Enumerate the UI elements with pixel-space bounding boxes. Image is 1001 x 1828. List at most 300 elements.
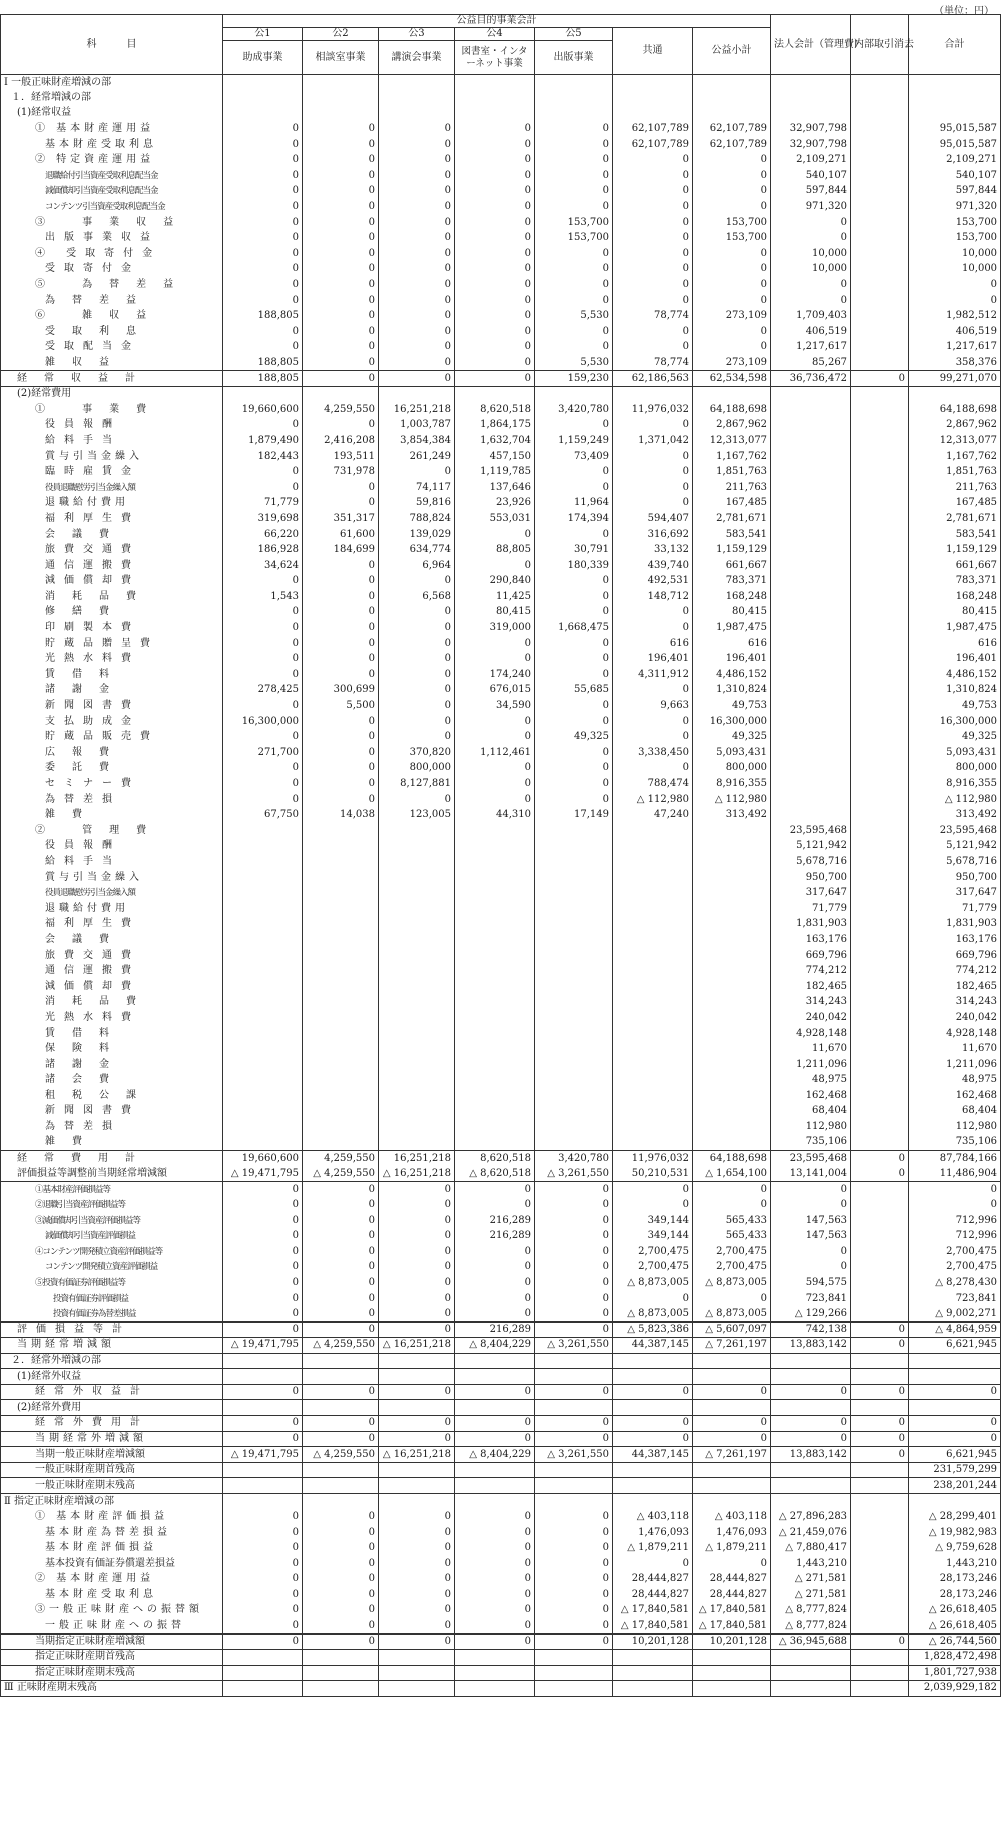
- value-cell: [851, 1400, 909, 1416]
- row-label: 受取利息: [1, 324, 223, 340]
- value-cell: △ 36,945,688: [771, 1634, 851, 1650]
- value-cell: 0: [379, 1587, 455, 1603]
- value-cell: 16,251,218: [379, 402, 455, 418]
- value-cell: [303, 1369, 379, 1385]
- table-row: [1, 1525, 1001, 1541]
- value-cell: 44,387,145: [613, 1447, 693, 1463]
- value-cell: 0: [379, 1291, 455, 1307]
- value-cell: 95,015,587: [909, 121, 1001, 137]
- value-cell: 0: [535, 1618, 613, 1634]
- value-cell: 0: [535, 714, 613, 730]
- value-cell: [771, 574, 851, 590]
- value-cell: [535, 75, 613, 91]
- value-cell: 0: [535, 1306, 613, 1322]
- value-cell: △ 1,879,211: [613, 1540, 693, 1556]
- net-assets-statement-table: [0, 14, 1001, 1697]
- value-cell: 8,127,881: [379, 776, 455, 792]
- value-cell: [223, 1026, 303, 1042]
- value-cell: [535, 839, 613, 855]
- value-cell: 5,121,942: [909, 839, 1001, 855]
- value-cell: 0: [455, 1431, 535, 1447]
- value-cell: 553,031: [455, 511, 535, 527]
- value-cell: [771, 527, 851, 543]
- row-label: (1)経常収益: [1, 106, 223, 122]
- value-cell: △ 16,251,218: [379, 1447, 455, 1463]
- value-cell: [693, 885, 771, 901]
- value-cell: 10,201,128: [693, 1634, 771, 1650]
- value-cell: 0: [535, 1291, 613, 1307]
- value-cell: [303, 885, 379, 901]
- value-cell: 139,029: [379, 527, 455, 543]
- row-label: 臨時雇賃金: [1, 464, 223, 480]
- value-cell: 0: [613, 277, 693, 293]
- value-cell: 62,186,563: [613, 371, 693, 387]
- value-cell: △ 3,261,550: [535, 1166, 613, 1182]
- value-cell: 0: [535, 1197, 613, 1213]
- value-cell: [851, 589, 909, 605]
- value-cell: 216,289: [455, 1322, 535, 1338]
- value-cell: 0: [223, 1384, 303, 1400]
- row-label: 減価償却引当資産評価損益: [1, 1228, 223, 1244]
- value-cell: 1,879,490: [223, 433, 303, 449]
- value-cell: 4,311,912: [613, 667, 693, 683]
- table-row: [1, 1275, 1001, 1291]
- value-cell: [535, 1494, 613, 1510]
- value-cell: △ 16,251,218: [379, 1338, 455, 1354]
- value-cell: 19,660,600: [223, 1150, 303, 1166]
- value-cell: 0: [379, 636, 455, 652]
- row-label: 租税公課: [1, 1088, 223, 1104]
- value-cell: 0: [303, 1540, 379, 1556]
- value-cell: [303, 1119, 379, 1135]
- value-cell: 0: [379, 1525, 455, 1541]
- value-cell: [223, 870, 303, 886]
- value-cell: [771, 761, 851, 777]
- value-cell: [851, 90, 909, 106]
- table-row: [1, 386, 1001, 402]
- value-cell: 950,700: [771, 870, 851, 886]
- value-cell: [771, 402, 851, 418]
- table-row: [1, 168, 1001, 184]
- value-cell: 597,844: [909, 184, 1001, 200]
- value-cell: [455, 1041, 535, 1057]
- value-cell: [379, 870, 455, 886]
- value-cell: 0: [379, 792, 455, 808]
- value-cell: 351,317: [303, 511, 379, 527]
- value-cell: 0: [535, 698, 613, 714]
- value-cell: 0: [379, 340, 455, 356]
- row-label: 投資有価証券評価損益: [1, 1291, 223, 1307]
- value-cell: 971,320: [909, 199, 1001, 215]
- value-cell: 62,534,598: [693, 371, 771, 387]
- value-cell: △ 9,002,271: [909, 1306, 1001, 1322]
- row-label: 退職給付費用: [1, 901, 223, 917]
- value-cell: [771, 1353, 851, 1369]
- row-label: 役員報酬: [1, 839, 223, 855]
- value-cell: 0: [535, 776, 613, 792]
- value-cell: 0: [303, 168, 379, 184]
- value-cell: 28,444,827: [693, 1572, 771, 1588]
- value-cell: [223, 1073, 303, 1089]
- table-row: [1, 1665, 1001, 1681]
- value-cell: [455, 1104, 535, 1120]
- value-cell: 8,620,518: [455, 402, 535, 418]
- value-cell: 0: [303, 308, 379, 324]
- row-label: 為替差損: [1, 792, 223, 808]
- value-cell: [771, 464, 851, 480]
- value-cell: 0: [909, 277, 1001, 293]
- value-cell: [379, 1073, 455, 1089]
- table-row: [1, 1494, 1001, 1510]
- value-cell: △ 17,840,581: [693, 1618, 771, 1634]
- value-cell: [851, 1509, 909, 1525]
- value-cell: 59,816: [379, 496, 455, 512]
- row-label: 修繕費: [1, 605, 223, 621]
- sub-header-2: 公2: [303, 28, 379, 41]
- value-cell: 0: [303, 371, 379, 387]
- value-cell: 731,978: [303, 464, 379, 480]
- value-cell: [693, 979, 771, 995]
- value-cell: △ 17,840,581: [613, 1618, 693, 1634]
- value-cell: [851, 1478, 909, 1494]
- value-cell: 0: [223, 1634, 303, 1650]
- row-label: (2)経常外費用: [1, 1400, 223, 1416]
- value-cell: [223, 885, 303, 901]
- value-cell: 0: [303, 1228, 379, 1244]
- value-cell: [771, 1681, 851, 1697]
- table-row: [1, 324, 1001, 340]
- value-cell: 2,700,475: [613, 1260, 693, 1276]
- value-cell: 4,928,148: [771, 1026, 851, 1042]
- value-cell: [455, 106, 535, 122]
- value-cell: [851, 1213, 909, 1229]
- value-cell: [379, 979, 455, 995]
- value-cell: [223, 1400, 303, 1416]
- value-cell: [909, 106, 1001, 122]
- value-cell: 99,271,070: [909, 371, 1001, 387]
- value-cell: [693, 823, 771, 839]
- table-row: [1, 199, 1001, 215]
- value-cell: [223, 948, 303, 964]
- value-cell: 0: [535, 745, 613, 761]
- value-cell: △ 8,278,430: [909, 1275, 1001, 1291]
- value-cell: 0: [693, 199, 771, 215]
- value-cell: [851, 776, 909, 792]
- value-cell: 0: [223, 137, 303, 153]
- row-label: 旅費交通費: [1, 542, 223, 558]
- row-label: ① 基本財産運用益: [1, 121, 223, 137]
- value-cell: [303, 854, 379, 870]
- value-cell: 71,779: [771, 901, 851, 917]
- value-cell: 0: [379, 605, 455, 621]
- value-cell: 0: [455, 121, 535, 137]
- table-row: [1, 542, 1001, 558]
- value-cell: 1,159,129: [909, 542, 1001, 558]
- value-cell: 0: [613, 199, 693, 215]
- value-cell: [613, 1369, 693, 1385]
- value-cell: [771, 1494, 851, 1510]
- value-cell: 0: [455, 792, 535, 808]
- value-cell: 583,541: [693, 527, 771, 543]
- value-cell: [771, 1400, 851, 1416]
- value-cell: 774,212: [909, 963, 1001, 979]
- value-cell: 0: [535, 199, 613, 215]
- value-cell: 723,841: [909, 1291, 1001, 1307]
- value-cell: 184,699: [303, 542, 379, 558]
- value-cell: [693, 106, 771, 122]
- value-cell: 0: [693, 152, 771, 168]
- value-cell: [771, 698, 851, 714]
- value-cell: [851, 1572, 909, 1588]
- value-cell: [851, 1306, 909, 1322]
- value-cell: △ 4,259,550: [303, 1338, 379, 1354]
- value-cell: 0: [613, 324, 693, 340]
- value-cell: [613, 901, 693, 917]
- value-cell: 78,774: [613, 355, 693, 371]
- value-cell: △ 8,873,005: [613, 1275, 693, 1291]
- row-label: 貯蔵品販売費: [1, 729, 223, 745]
- value-cell: 0: [535, 1384, 613, 1400]
- value-cell: [223, 1119, 303, 1135]
- table-row: [1, 246, 1001, 262]
- value-cell: 319,000: [455, 620, 535, 636]
- value-cell: 0: [303, 1260, 379, 1276]
- value-cell: 0: [535, 792, 613, 808]
- value-cell: [379, 995, 455, 1011]
- table-row: [1, 823, 1001, 839]
- value-cell: 540,107: [909, 168, 1001, 184]
- row-label: 貯蔵品贈呈費: [1, 636, 223, 652]
- value-cell: [851, 729, 909, 745]
- value-cell: [379, 839, 455, 855]
- value-cell: 0: [379, 168, 455, 184]
- table-row: [1, 1603, 1001, 1619]
- value-cell: 66,220: [223, 527, 303, 543]
- value-cell: 10,000: [909, 246, 1001, 262]
- value-cell: 0: [223, 464, 303, 480]
- table-row: [1, 854, 1001, 870]
- value-cell: △ 3,261,550: [535, 1338, 613, 1354]
- value-cell: 0: [303, 480, 379, 496]
- value-cell: 0: [379, 137, 455, 153]
- row-label: ① 基本財産評価損益: [1, 1509, 223, 1525]
- value-cell: 78,774: [613, 308, 693, 324]
- value-cell: [455, 1026, 535, 1042]
- row-label: 光熱水料費: [1, 1010, 223, 1026]
- value-cell: [223, 823, 303, 839]
- value-cell: 1,310,824: [693, 683, 771, 699]
- value-cell: 231,579,299: [909, 1462, 1001, 1478]
- value-cell: [303, 917, 379, 933]
- value-cell: [535, 1135, 613, 1151]
- value-cell: [693, 1400, 771, 1416]
- value-cell: 0: [379, 698, 455, 714]
- value-cell: 316,692: [613, 527, 693, 543]
- value-cell: [455, 885, 535, 901]
- row-label: 委託費: [1, 761, 223, 777]
- row-label: ① 事業費: [1, 402, 223, 418]
- value-cell: △ 271,581: [771, 1572, 851, 1588]
- value-cell: [851, 558, 909, 574]
- value-cell: 492,531: [613, 574, 693, 590]
- value-cell: [851, 1041, 909, 1057]
- value-cell: [851, 1119, 909, 1135]
- value-cell: 0: [851, 1338, 909, 1354]
- value-cell: 0: [909, 1182, 1001, 1198]
- table-row: [1, 589, 1001, 605]
- value-cell: 8,620,518: [455, 1150, 535, 1166]
- value-cell: [455, 1088, 535, 1104]
- value-cell: 0: [455, 262, 535, 278]
- value-cell: 0: [303, 324, 379, 340]
- table-row: [1, 870, 1001, 886]
- value-cell: [771, 636, 851, 652]
- value-cell: [851, 527, 909, 543]
- value-cell: 0: [223, 1228, 303, 1244]
- value-cell: 153,700: [535, 215, 613, 231]
- table-row: [1, 901, 1001, 917]
- value-cell: [535, 1353, 613, 1369]
- value-cell: [613, 75, 693, 91]
- value-cell: [771, 729, 851, 745]
- table-row: [1, 449, 1001, 465]
- value-cell: [535, 1073, 613, 1089]
- value-cell: 735,106: [909, 1135, 1001, 1151]
- value-cell: 50,210,531: [613, 1166, 693, 1182]
- row-label: 指定正味財産期末残高: [1, 1665, 223, 1681]
- value-cell: [851, 636, 909, 652]
- value-cell: 271,700: [223, 745, 303, 761]
- value-cell: 616: [693, 636, 771, 652]
- table-row: [1, 355, 1001, 371]
- value-cell: 261,249: [379, 449, 455, 465]
- value-cell: [223, 901, 303, 917]
- value-cell: [535, 823, 613, 839]
- value-cell: 238,201,244: [909, 1478, 1001, 1494]
- value-cell: 0: [771, 293, 851, 309]
- table-row: [1, 995, 1001, 1011]
- value-cell: 0: [909, 1416, 1001, 1432]
- value-cell: [851, 885, 909, 901]
- value-cell: [851, 1228, 909, 1244]
- value-cell: [851, 698, 909, 714]
- table-row: [1, 1244, 1001, 1260]
- value-cell: [455, 1400, 535, 1416]
- value-cell: [379, 1665, 455, 1681]
- value-cell: 28,444,827: [613, 1587, 693, 1603]
- value-cell: 0: [535, 1260, 613, 1276]
- value-cell: [851, 464, 909, 480]
- row-label: ③ 事業収益: [1, 215, 223, 231]
- row-label: 役員報酬: [1, 418, 223, 434]
- row-label: 諸謝金: [1, 683, 223, 699]
- value-cell: 186,928: [223, 542, 303, 558]
- value-cell: 0: [613, 293, 693, 309]
- value-cell: 0: [613, 714, 693, 730]
- value-cell: [223, 995, 303, 1011]
- value-cell: [535, 1041, 613, 1057]
- value-cell: △ 112,980: [613, 792, 693, 808]
- value-cell: △ 403,118: [693, 1509, 771, 1525]
- table-row: [1, 558, 1001, 574]
- value-cell: 2,700,475: [909, 1244, 1001, 1260]
- value-cell: 0: [223, 1182, 303, 1198]
- value-cell: [223, 106, 303, 122]
- row-label: ③減価償却引当資産評価損益等: [1, 1213, 223, 1229]
- value-cell: 0: [693, 1431, 771, 1447]
- value-cell: 112,980: [909, 1119, 1001, 1135]
- value-cell: 4,486,152: [693, 667, 771, 683]
- value-cell: [771, 667, 851, 683]
- value-cell: [771, 807, 851, 823]
- value-cell: [771, 605, 851, 621]
- value-cell: [851, 106, 909, 122]
- row-label: 旅費交通費: [1, 948, 223, 964]
- value-cell: 0: [379, 215, 455, 231]
- value-cell: △ 5,607,097: [693, 1322, 771, 1338]
- value-cell: 0: [613, 620, 693, 636]
- value-cell: 0: [455, 230, 535, 246]
- value-cell: [693, 1478, 771, 1494]
- value-cell: 0: [455, 1618, 535, 1634]
- value-cell: 583,541: [909, 527, 1001, 543]
- value-cell: 0: [223, 1291, 303, 1307]
- value-cell: 188,805: [223, 371, 303, 387]
- value-cell: 0: [535, 340, 613, 356]
- value-cell: 1,443,210: [909, 1556, 1001, 1572]
- value-cell: 153,700: [693, 230, 771, 246]
- value-cell: 0: [455, 714, 535, 730]
- row-label: ⑥ 雑収益: [1, 308, 223, 324]
- value-cell: [613, 1462, 693, 1478]
- value-cell: 182,465: [771, 979, 851, 995]
- value-cell: [851, 449, 909, 465]
- value-cell: 0: [303, 1634, 379, 1650]
- value-cell: △ 112,980: [693, 792, 771, 808]
- table-row: [1, 75, 1001, 91]
- value-cell: [223, 917, 303, 933]
- value-cell: 71,779: [223, 496, 303, 512]
- value-cell: [379, 75, 455, 91]
- table-row: [1, 277, 1001, 293]
- value-cell: 80,415: [909, 605, 1001, 621]
- value-cell: 950,700: [909, 870, 1001, 886]
- value-cell: [851, 651, 909, 667]
- value-cell: 5,678,716: [771, 854, 851, 870]
- value-cell: [613, 1010, 693, 1026]
- value-cell: [851, 402, 909, 418]
- value-cell: 317,647: [771, 885, 851, 901]
- value-cell: [303, 90, 379, 106]
- value-cell: [613, 1088, 693, 1104]
- value-cell: 55,685: [535, 683, 613, 699]
- value-cell: 712,996: [909, 1213, 1001, 1229]
- value-cell: [693, 1041, 771, 1057]
- value-cell: 273,109: [693, 355, 771, 371]
- value-cell: [851, 1275, 909, 1291]
- value-cell: [851, 605, 909, 621]
- value-cell: 0: [535, 605, 613, 621]
- row-label: 印刷製本費: [1, 620, 223, 636]
- row-label: 基本財産為替差損益: [1, 1525, 223, 1541]
- value-cell: [223, 75, 303, 91]
- row-label: ⑤投資有価証券評価損益等: [1, 1275, 223, 1291]
- value-cell: 0: [693, 184, 771, 200]
- value-cell: [613, 386, 693, 402]
- common-header: 共通: [613, 28, 693, 75]
- value-cell: 240,042: [909, 1010, 1001, 1026]
- value-cell: 5,093,431: [909, 745, 1001, 761]
